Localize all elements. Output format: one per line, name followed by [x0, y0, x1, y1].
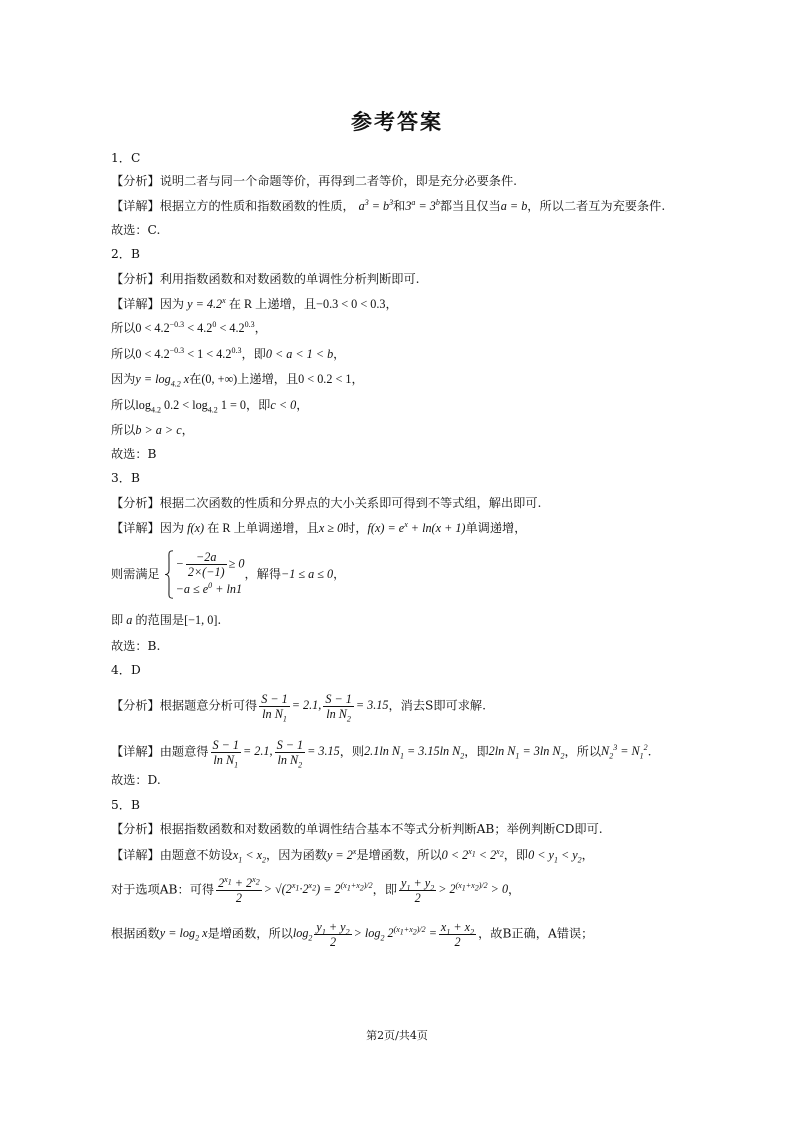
q4-answer: 4．D	[111, 663, 141, 677]
q2-analysis: 【分析】利用指数函数和对数函数的单调性分析判断即可.	[111, 272, 420, 286]
q3-system-line: 则需满足 − $\frac{-2a}{2\times(-1)}$ ≥ 0 $-a \le e^0 + \ln 1$ ，解得−1 ≤ a ≤ 0，	[111, 550, 345, 599]
math-expr: $0 < 4.2^{-0.3} < 4.2^0 < 4.2^{0.3}$	[135, 319, 255, 335]
math-expr: 0 < 0.2 < 1	[298, 372, 352, 386]
math-expr: [−1, 0]	[184, 613, 218, 627]
q4-conclusion: 故选：D.	[111, 773, 161, 787]
q1-answer: 1．C	[111, 151, 141, 165]
math-expr: 0 < a < 1 < b	[265, 347, 334, 361]
math-expr: $N_2^3 = N_1^2$	[601, 743, 648, 761]
q3-conclusion: 故选：B.	[111, 639, 161, 653]
math-expr: $0 < 2^{x_1} < 2^{x_2}$	[441, 846, 504, 862]
q1-detail: 【详解】根据立方的性质和指数函数的性质， $a^3 = b^3$和$3^a = 3^b$都当且仅当a = b，所以二者互为充要条件.	[111, 197, 666, 213]
math-expr: (0, +∞)	[201, 372, 238, 386]
math-expr: $y = \log_{4.2} x$	[135, 372, 190, 389]
math-expr: b > a > c	[135, 423, 182, 437]
q3-detail-1: 【详解】因为 f(x) 在 R 上单调递增，且x ≥ 0时，$f(x) = e^x + \ln(x + 1)$单调递增，	[111, 519, 527, 535]
math-expr: $a^3 = b^3$	[358, 197, 394, 213]
math-expr: −0.3 < 0 < 0.3	[316, 297, 386, 311]
q5-detail-1: 【详解】由题意不妨设$x_1 < x_2$，因为函数$y = 2^x$是增函数，所以$0 < 2^{x_1} < 2^{x_2}$，即$0 < y_1 < y_2$，	[111, 846, 594, 865]
inequality-system: − $\frac{-2a}{2\times(-1)}$ ≥ 0 $-a \le e^0 + \ln 1$	[164, 550, 245, 599]
math-expr: c < 0	[270, 398, 297, 412]
q1-analysis	[111, 173, 517, 189]
q2-conclusion: 故选：B	[111, 447, 157, 461]
q2-detail-4: 因为$y = \log_{4.2} x$在(0, +∞)上递增，且0 < 0.2 < 1，	[111, 372, 364, 389]
q3-answer: 3．B	[111, 471, 140, 485]
q2-detail-2: 所以$0 < 4.2^{-0.3} < 4.2^0 < 4.2^{0.3}$，	[111, 319, 267, 335]
math-expr: f(x)	[184, 521, 208, 535]
q2-detail-5: 所以$\log_{4.2} 0.2 < \log_{4.2} 1 = 0$，即c < 0，	[111, 398, 309, 415]
math-expr: a = b	[500, 199, 528, 213]
analysis-text: 说明二者与同一个命题等价，再得到二者等价，即是充分必要条件.	[159, 174, 518, 188]
math-expr: $\frac{y_1 + y_2}{2}$ > $2^{(x_1+x_2)/2} > 0$	[401, 876, 509, 905]
math-expr: $y = 4.2^x$	[184, 295, 226, 311]
math-expr: 2.1ln $N_1 = 3.15\ln$ $N_2$	[364, 744, 465, 761]
q2-answer: 2．B	[111, 247, 140, 261]
q2-detail-6: 所以b > a > c，	[111, 423, 194, 437]
math-expr: $y = \log_2 x$	[159, 926, 208, 943]
math-expr: $0 < y_1 < y_2$	[528, 848, 582, 865]
q2-detail-3: 所以$0 < 4.2^{-0.3} < 1 < 4.2^{0.3}$，即0 < a < 1 < b，	[111, 345, 346, 361]
math-expr: $\frac{S - 1}{\ln N_1}$ = 2.1, $\frac{S - 1}{\ln N_2}$ = 3.15	[261, 692, 389, 724]
math-expr: $f(x) = e^x + \ln(x + 1)$	[367, 519, 466, 535]
brace-icon	[164, 550, 174, 599]
math-expr: 2ln $N_1 = 3\ln$ $N_2$	[488, 744, 565, 761]
q5-log: 根据函数$y = \log_2 x$是增函数，所以$\log_2$ $\frac{y_1 + y_2}{2}$ > $\log_2 2^{(x_1+x_2)/2}$ = $\frac{x_1 + x_2}{2}$ ，故B正确，A错误；	[111, 920, 594, 949]
q3-range: 即 a 的范围是[−1, 0].	[111, 613, 222, 627]
analysis-label: 【分析】	[111, 174, 160, 188]
math-expr: $0 < 4.2^{-0.3} < 1 < 4.2^{0.3}$	[135, 345, 242, 361]
page-title: 参考答案	[351, 110, 443, 134]
math-expr: −1 ≤ a ≤ 0	[281, 567, 334, 581]
q4-detail: 【详解】由题意得 $\frac{S - 1}{\ln N_1}$ = 2.1, $\frac{S - 1}{\ln N_2}$ = 3.15，则2.1ln $N_1 = 3.15\ln$ $N_2$，即2ln $N_1 = 3\ln$ $N_2$，所以$N_2^3 = N_1^2$.	[111, 738, 652, 770]
q2-detail-1: 【详解】因为 $y = 4.2^x$ 在 R 上递增，且−0.3 < 0 < 0.3，	[111, 295, 398, 311]
math-expr: $y = 2^x$	[326, 846, 357, 862]
q1-conclusion: 故选：C.	[111, 223, 161, 237]
q3-analysis: 【分析】根据二次函数的性质和分界点的大小关系即可得到不等式组，解出即可.	[111, 496, 542, 510]
math-expr: $x_1 < x_2$	[232, 848, 267, 865]
math-expr: $3^a = 3^b$	[405, 197, 440, 213]
q5-answer: 5．B	[111, 798, 140, 812]
q5-analysis: 【分析】根据指数函数和对数函数的单调性结合基本不等式分析判断AB；举例判断CD即可.	[111, 822, 603, 836]
q5-option-ab: 对于选项AB：可得 $\frac{2^{x_1} + 2^{x_2}}{2}$ > $√(2^{x_1}\cdot 2^{x_2}) = 2^{(x_1+x_2)/2}$，即 $\frac{y_1 + y_2}{2}$ > $2^{(x_1+x_2)/2} > 0$，	[111, 874, 521, 905]
detail-label: 【详解】	[111, 199, 160, 213]
q4-analysis: 【分析】根据题意分析可得 $\frac{S - 1}{\ln N_1}$ = 2.1, $\frac{S - 1}{\ln N_2}$ = 3.15，消去S即可求解.	[111, 692, 486, 724]
page-footer: 第2页/共4页	[366, 1029, 428, 1042]
math-expr: $\log_2$ $\frac{y_1 + y_2}{2}$ > $\log_2 2^{(x_1+x_2)/2}$ = $\frac{x_1 + x_2}{2}$	[292, 920, 475, 949]
math-expr: x ≥ 0	[318, 521, 344, 535]
math-expr: $\frac{2^{x_1} + 2^{x_2}}{2}$ > $√(2^{x_1}\cdot 2^{x_2}) = 2^{(x_1+x_2)/2}$	[218, 874, 373, 905]
math-expr: $\frac{S - 1}{\ln N_1}$ = 2.1, $\frac{S - 1}{\ln N_2}$ = 3.15	[212, 738, 340, 770]
math-expr: $\log_{4.2} 0.2 < \log_{4.2} 1 = 0$	[135, 398, 246, 415]
